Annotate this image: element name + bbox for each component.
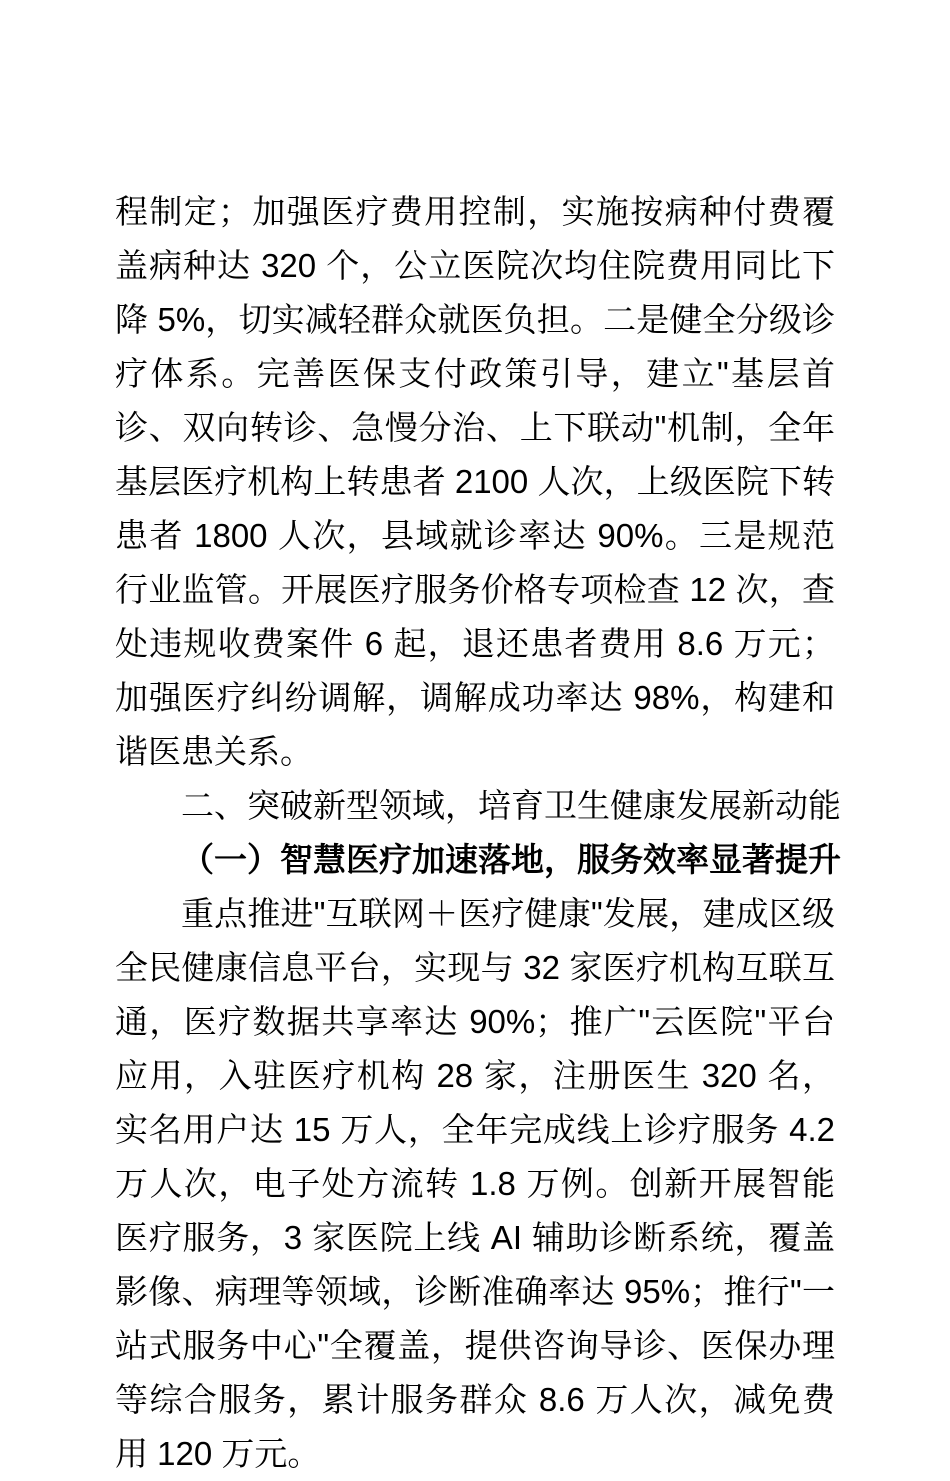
paragraph-smart-healthcare: 重点推进"互联网＋医疗健康"发展，建成区级全民健康信息平台，实现与 32 家医疗机构互联互通，医疗数据共享率达 90%；推广"云医院"平台应用，入驻医疗机构 28 家，注册医生 320 名，实名用户达 15 万人，全年完成线上诊疗服务 4.2 万人次，电子处方流转 1.8 万例。创新开展智能医疗服务，3 家医院上线 AI 辅助诊断系统，覆盖影像、病理等领域，诊断准确率达 95%；推行"一站式服务中心"全覆盖，提供咨询导诊、医保办理等综合服务，累计服务群众 8.6 万人次，减免费用 120 万元。 [115, 895, 835, 1472]
paragraph-continued-health-reform: 程制定；加强医疗费用控制，实施按病种付费覆盖病种达 320 个，公立医院次均住院费用同比下降 5%，切实减轻群众就医负担。二是健全分级诊疗体系。完善医保支付政策引导，建立"基层首诊、双向转诊、急慢分治、上下联动"机制，全年基层医疗机构上转患者 2100 人次，上级医院下转患者 1800 人次，县域就诊率达 90%。三是规范行业监管。开展医疗服务价格专项检查 12 次，查处违规收费案件 6 起，退还患者费用 8.6 万元；加强医疗纠纷调解，调解成功率达 98%，构建和谐医患关系。 [115, 193, 835, 770]
section-heading-two: 二、突破新型领域，培育卫生健康发展新动能 [181, 787, 841, 824]
document-body [115, 185, 841, 1481]
subsection-heading-one: （一）智慧医疗加速落地，服务效率显著提升 [181, 841, 841, 878]
